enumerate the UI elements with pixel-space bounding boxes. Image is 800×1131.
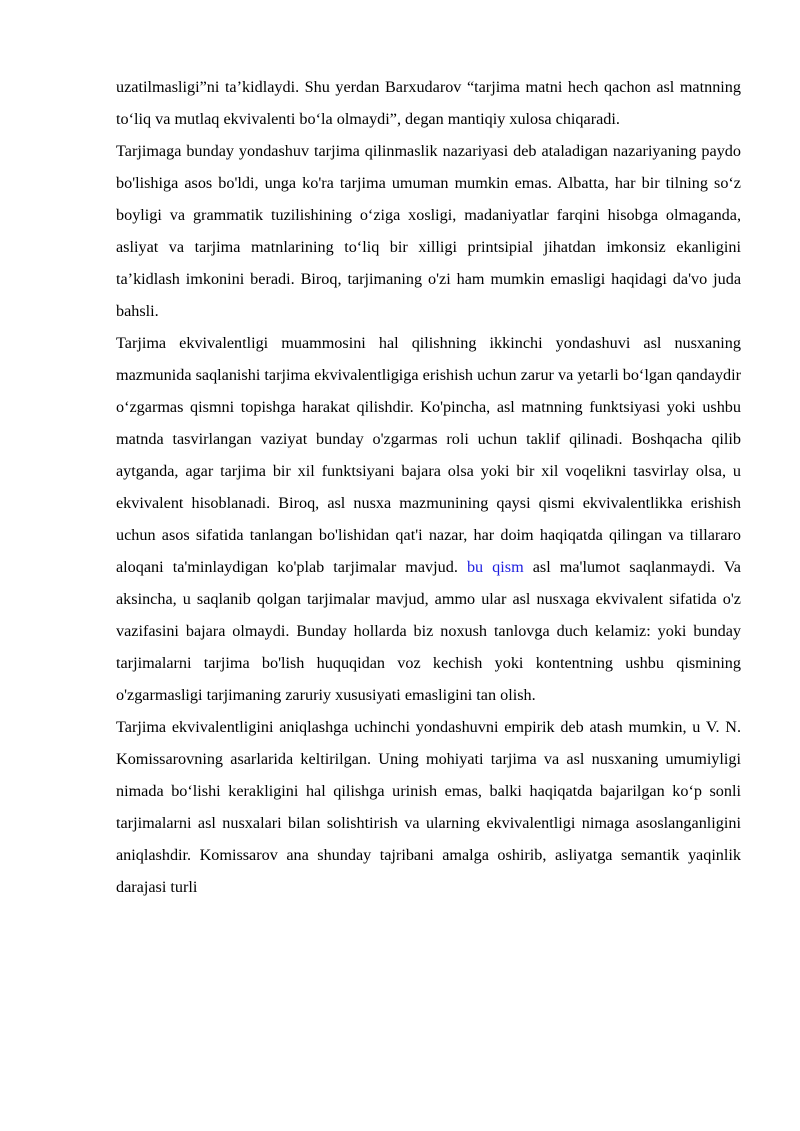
paragraph-text: uzatilmasligi”ni ta’kidlaydi. Shu yerdan Barxudarov “tarjima matni hech qachon asl matnning to‘liq va mutlaq ekvivalenti bo‘la olmaydi”, degan mantiqiy xulosa chiqaradi. bbox=[116, 78, 741, 128]
paragraph-text: Tarjimaga bunday yondashuv tarjima qilinmaslik nazariyasi deb ataladigan nazariyaning paydo bo'lishiga asos bo'ldi, unga ko'ra tarjima umuman mumkin emas. Albatta, har bir tilning so‘z boyligi va grammatik tuzilishining o‘ziga xosligi, madaniyatlar farqini hisobga olmaganda, asliyat va tarjima matnlarining to‘liq bir xilligi printsipial jihatdan imkonsiz ekanligini ta’kidlash imkonini beradi. Biroq, tarjimaning o'zi ham mumkin emasligi haqidagi da'vo juda bahsli. bbox=[116, 142, 741, 320]
paragraph-2 bbox=[116, 135, 741, 327]
paragraph-text: Tarjima ekvivalentligini aniqlashga uchinchi yondashuvni empirik deb atash mumkin, u V. N. Komissarovning asarlarida keltirilgan. Uning mohiyati tarjima va asl nusxaning umumiyligi nimada bo‘lishi kerakligini hal qilishga urinish emas, balki haqiqatda bajarilgan ko‘p sonli tarjimalarni asl nusxalari bilan solishtirish va ularning ekvivalentligi nimaga asoslanganligini aniqlashdir. Komissarov ana shunday tajribani amalga oshirib, asliyatga semantik yaqinlik darajasi turli bbox=[116, 718, 741, 896]
paragraph-1 bbox=[116, 71, 741, 135]
paragraph-text: Tarjima ekvivalentligi muammosini hal qilishning ikkinchi yondashuvi asl nusxaning mazmunida saqlanishi tarjima ekvivalentligiga erishish uchun zarur va yetarli bo‘lgan qandaydir o‘zgarmas qismni topishga harakat qilishdir. Ko'pincha, asl matnning funktsiyasi yoki ushbu matnda tasvirlangan vaziyat bunday o'zgarmas roli uchun taklif qilinadi. Boshqacha qilib aytganda, agar tarjima bir xil funktsiyani bajara olsa yoki bir xil voqelikni tasvirlay olsa, u ekvivalent hisoblanadi. Biroq, asl nusxa mazmunining qaysi qismi ekvivalentlikka erishish uchun asos sifatida tanlangan bo'lishidan qat'i nazar, har doim haqiqatda qilingan va tillararo aloqani ta'minlaydigan ko'plab tarjimalar mavjud. bbox=[116, 334, 741, 576]
document-page bbox=[116, 71, 741, 903]
inline-link[interactable]: bu qism bbox=[466, 558, 524, 576]
paragraph-text: asl ma'lumot saqlanmaydi. Va aksincha, u saqlanib qolgan tarjimalar mavjud, ammo ular asl nusxaga ekvivalent sifatida o'z vazifasini bajara olmaydi. Bunday hollarda biz noxush tanlovga duch kelamiz: yoki bunday tarjimalarni tarjima bo'lish huquqidan voz kechish yoki kontentning ushbu qismining o'zgarmasligi tarjimaning zaruriy xususiyati emasligini tan olish. bbox=[116, 558, 741, 704]
paragraph-4 bbox=[116, 711, 741, 903]
paragraph-3 bbox=[116, 327, 741, 711]
